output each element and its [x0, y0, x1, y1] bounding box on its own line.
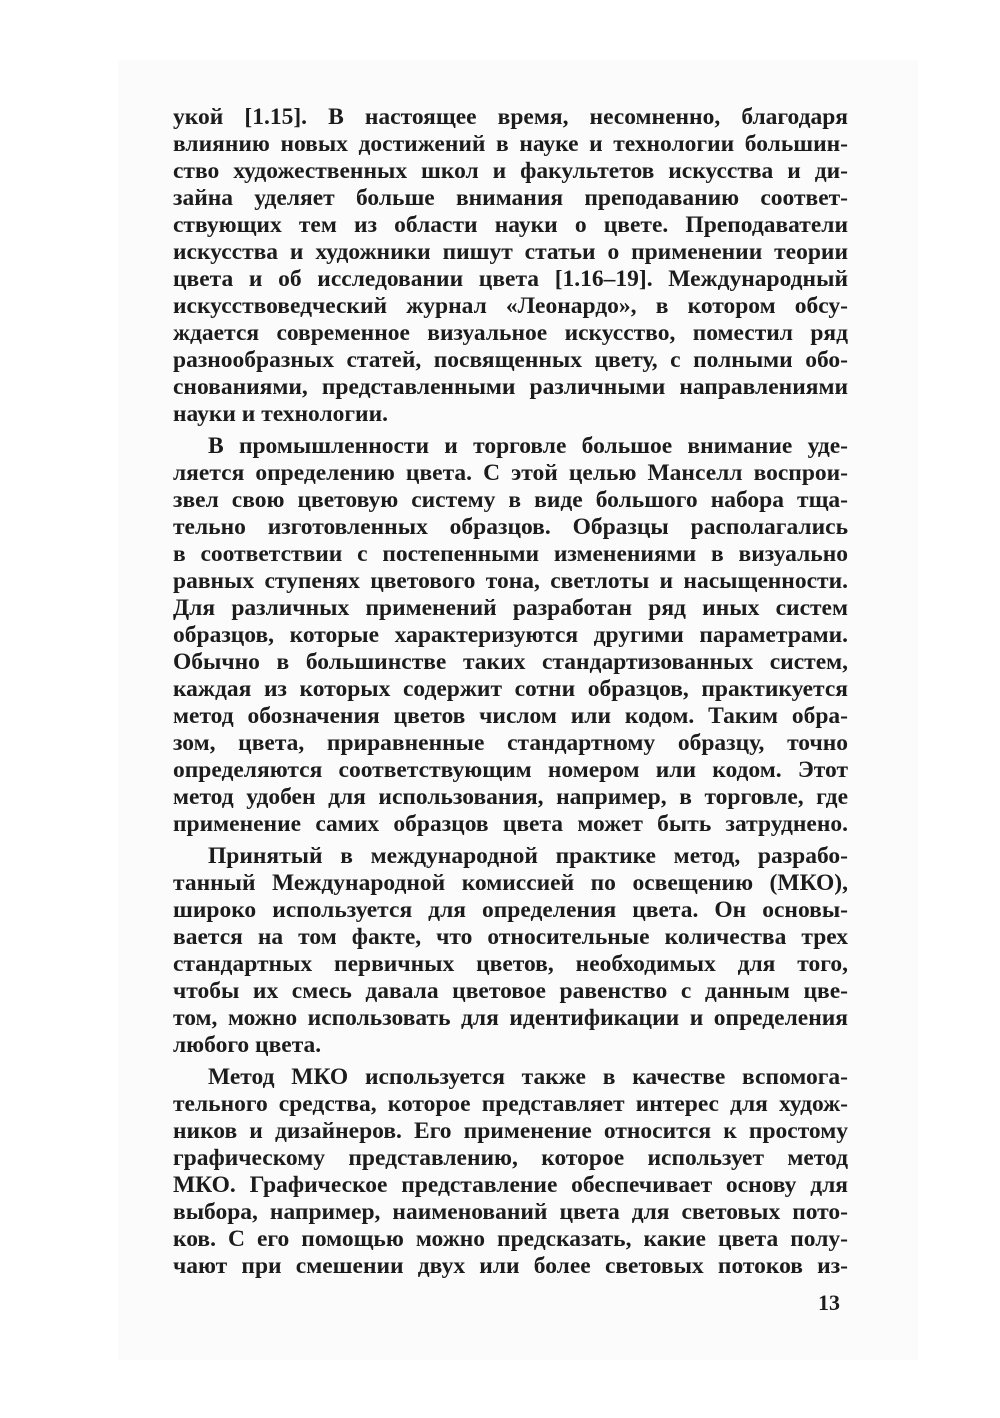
text-line: Для различных применений разработан ряд иных систем	[173, 595, 848, 621]
page-number: 13	[818, 1290, 840, 1315]
text-line: графическому представлению, которое использует метод	[173, 1145, 848, 1171]
text-line: вается на том факте, что относительные количества трех	[173, 924, 848, 950]
text-line: снованиями, представленными различными направлениями	[173, 374, 848, 400]
text-line: МКО. Графическое представление обеспечивает основу для	[173, 1172, 848, 1198]
text-line: Метод МКО используется также в качестве вспомога-	[208, 1064, 848, 1090]
text-line: равных ступенях цветового тона, светлоты и насыщенности.	[173, 568, 848, 594]
text-line: метод обозначения цветов числом или кодом. Таким обра-	[173, 703, 848, 729]
text-line: определяются соответствующим номером или кодом. Этот	[173, 757, 848, 783]
text-line: широко используется для определения цвета. Он основы-	[173, 897, 848, 923]
paragraph-3	[173, 843, 848, 1059]
text-line: ков. С его помощью можно предсказать, какие цвета полу-	[173, 1226, 848, 1252]
paragraph-2	[173, 433, 848, 838]
text-line: ляется определению цвета. С этой целью Манселл воспрои-	[173, 460, 848, 486]
text-line: танный Международной комиссией по освещению (МКО),	[173, 870, 848, 896]
body-text	[173, 104, 848, 1280]
text-line: каждая из которых содержит сотни образцов, практикуется	[173, 676, 848, 702]
text-line: образцов, которые характеризуются другими параметрами.	[173, 622, 848, 648]
text-line: зайна уделяет больше внимания преподаванию соответ-	[173, 185, 848, 211]
text-line: ждается современное визуальное искусство, поместил ряд	[173, 320, 848, 346]
text-line: Принятый в международной практике метод, разрабо-	[208, 843, 848, 869]
text-line: влиянию новых достижений в науке и технологии большин-	[173, 131, 848, 157]
text-line: стандартных первичных цветов, необходимых для того,	[173, 951, 848, 977]
text-line: тельного средства, которое представляет интерес для худож-	[173, 1091, 848, 1117]
text-line: любого цвета.	[173, 1032, 322, 1058]
text-line: том, можно использовать для идентификации и определения	[173, 1005, 848, 1031]
paragraph-1	[173, 104, 848, 428]
text-line: цвета и об исследовании цвета [1.16–19]. Международный	[173, 266, 848, 292]
text-line: чтобы их смесь давала цветовое равенство с данным цве-	[173, 978, 848, 1004]
text-line: зом, цвета, приравненные стандартному образцу, точно	[173, 730, 848, 756]
text-line: укой [1.15]. В настоящее время, несомненно, благодаря	[173, 104, 848, 130]
text-line: ствующих тем из области науки о цвете. Преподаватели	[173, 212, 848, 238]
text-line: метод удобен для использования, например, в торговле, где	[173, 784, 848, 810]
text-line: тельно изготовленных образцов. Образцы располагались	[173, 514, 848, 540]
text-line: искусствоведческий журнал «Леонардо», в котором обсу-	[173, 293, 848, 319]
paragraph-4	[173, 1064, 848, 1280]
text-line: разнообразных статей, посвященных цвету, с полными обо-	[173, 347, 848, 373]
text-line: ников и дизайнеров. Его применение относится к простому	[173, 1118, 848, 1144]
text-line: в соответствии с постепенными изменениями в визуально	[173, 541, 848, 567]
text-line: науки и технологии.	[173, 401, 389, 427]
text-line: ство художественных школ и факультетов искусства и ди-	[173, 158, 848, 184]
text-line: чают при смешении двух или более световых потоков из-	[173, 1253, 848, 1279]
text-line: звел свою цветовую систему в виде большого набора тща-	[173, 487, 848, 513]
text-line: В промышленности и торговле большое внимание уде-	[208, 433, 848, 459]
text-line: выбора, например, наименований цвета для световых пото-	[173, 1199, 848, 1225]
text-line: искусства и художники пишут статьи о применении теории	[173, 239, 848, 265]
text-line: Обычно в большинстве таких стандартизованных систем,	[173, 649, 848, 675]
text-line: применение самих образцов цвета может быть затруднено.	[173, 811, 848, 837]
